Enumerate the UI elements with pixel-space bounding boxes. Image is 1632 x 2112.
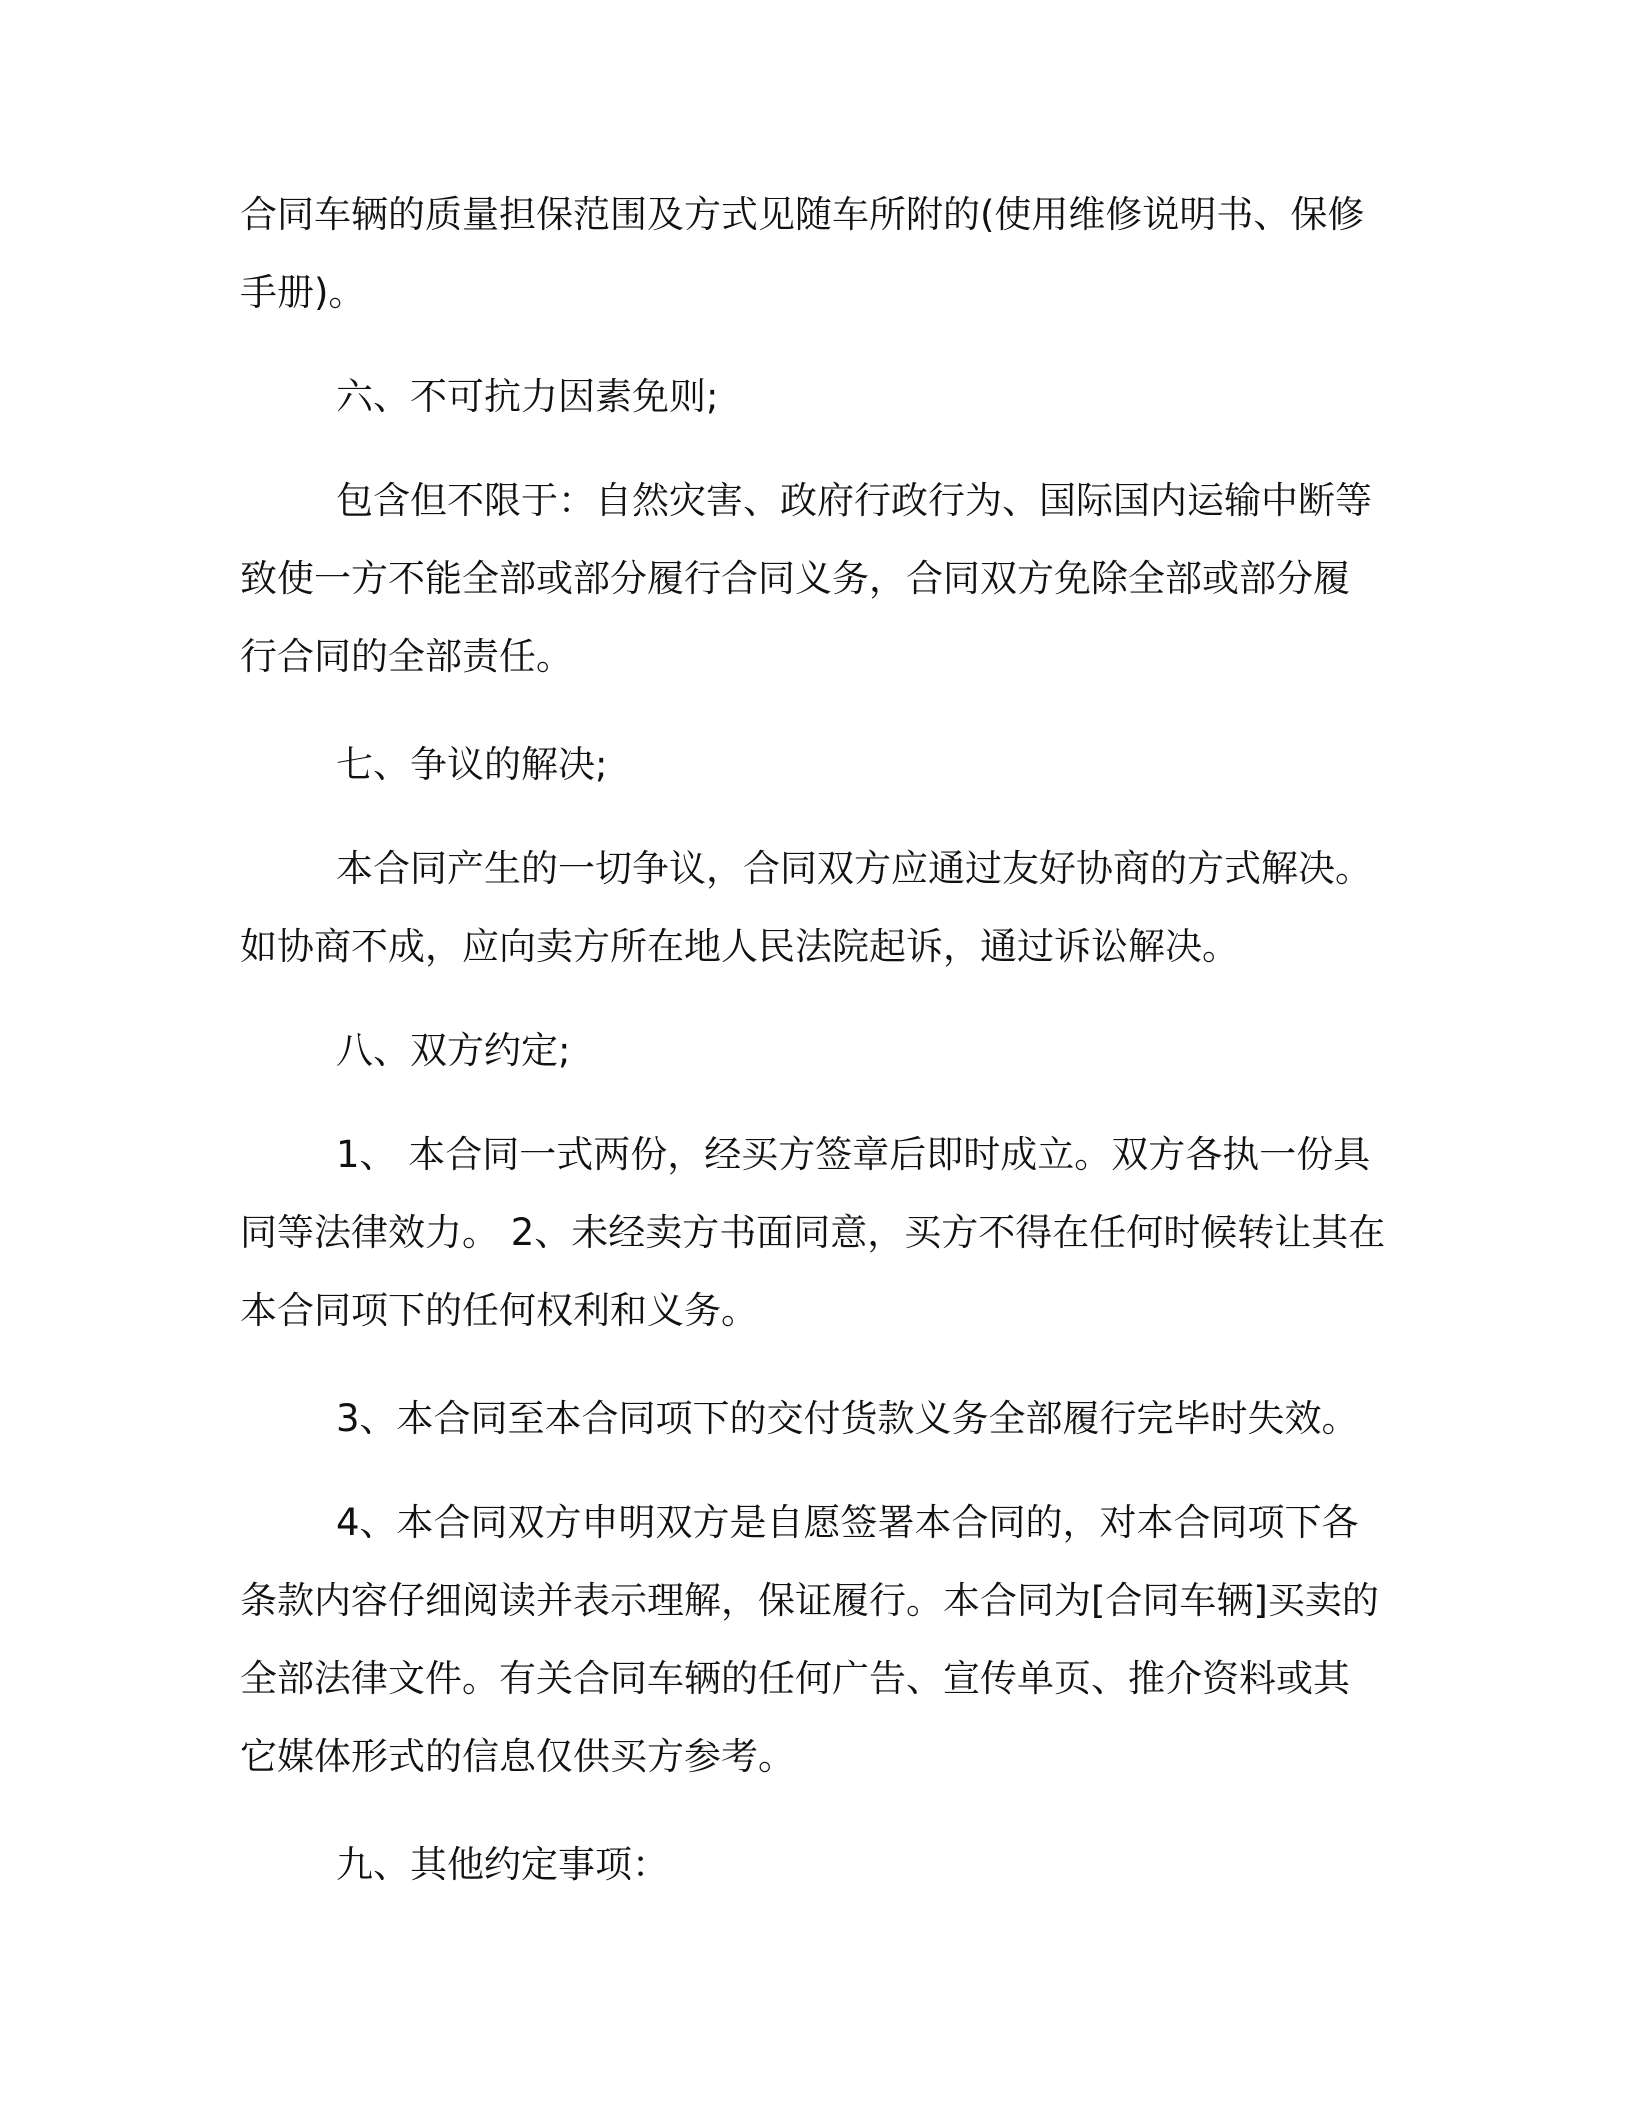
paragraph-clause-3 [240, 1380, 1400, 1458]
paragraph-dispute-resolution [240, 830, 1400, 986]
text-line: 手册)。 [240, 271, 366, 314]
heading-nine [240, 1826, 1400, 1904]
text-line: 本合同项下的任何权利和义务。 [240, 1289, 758, 1332]
paragraph-quality-warranty [240, 176, 1400, 332]
text-line: 全部法律文件。有关合同车辆的任何广告、宣传单页、推介资料或其 [240, 1657, 1350, 1700]
text-line: 4、本合同双方申明双方是自愿签署本合同的，对本合同项下各 [336, 1501, 1359, 1544]
text-line: 行合同的全部责任。 [240, 635, 573, 678]
text-line: 包含但不限于：自然灾害、政府行政行为、国际国内运输中断等 [336, 479, 1372, 522]
text-line: 它媒体形式的信息仅供买方参考。 [240, 1735, 795, 1778]
text-line: 条款内容仔细阅读并表示理解，保证履行。本合同为[合同车辆]买卖的 [240, 1579, 1379, 1622]
heading-eight [240, 1012, 1400, 1090]
paragraph-force-majeure [240, 462, 1400, 696]
text-line: 1、 本合同一式两份，经买方签章后即时成立。双方各执一份具 [336, 1133, 1371, 1176]
section-heading: 九、其他约定事项： [336, 1843, 669, 1886]
section-heading: 七、争议的解决; [336, 743, 608, 786]
text-line: 3、本合同至本合同项下的交付货款义务全部履行完毕时失效。 [336, 1397, 1359, 1440]
section-heading: 八、双方约定; [336, 1029, 571, 1072]
text-line: 同等法律效力。 2、未经卖方书面同意，买方不得在任何时候转让其在 [240, 1211, 1386, 1254]
heading-seven [240, 726, 1400, 804]
text-line: 致使一方不能全部或部分履行合同义务，合同双方免除全部或部分履 [240, 557, 1350, 600]
section-heading: 六、不可抗力因素免则; [336, 375, 719, 418]
paragraph-clause-1-2 [240, 1116, 1400, 1350]
text-line: 合同车辆的质量担保范围及方式见随车所附的(使用维修说明书、保修 [240, 193, 1365, 236]
paragraph-clause-4 [240, 1484, 1400, 1796]
heading-six [240, 358, 1400, 436]
text-line: 如协商不成，应向卖方所在地人民法院起诉，通过诉讼解决。 [240, 925, 1239, 968]
text-line: 本合同产生的一切争议，合同双方应通过友好协商的方式解决。 [336, 847, 1372, 890]
